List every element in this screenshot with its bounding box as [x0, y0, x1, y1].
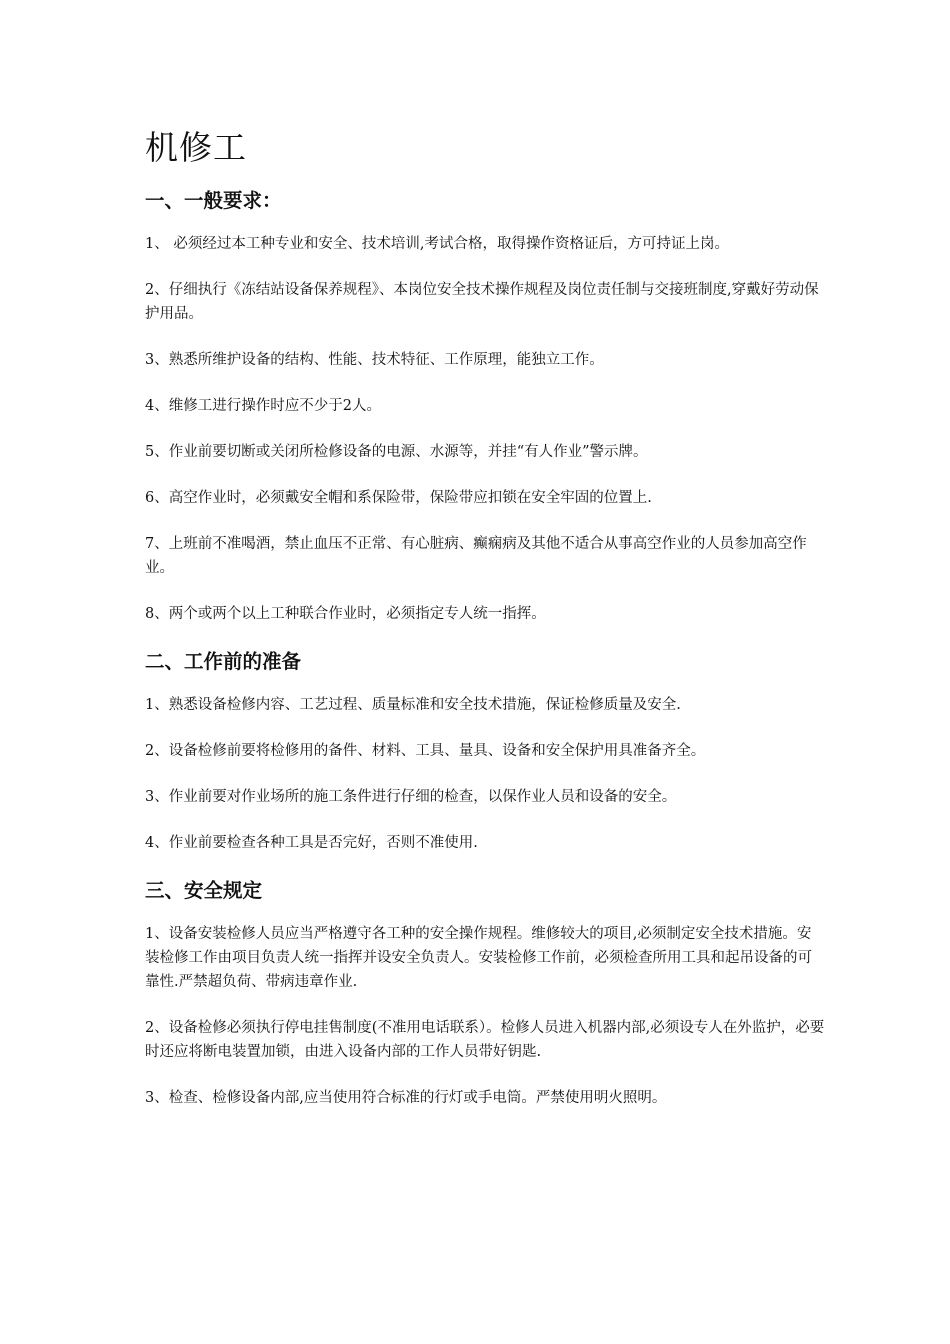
paragraph: 3、熟悉所维护设备的结构、性能、技术特征、工作原理，能独立工作。 — [145, 352, 604, 368]
paragraph: 1、 必须经过本工种专业和安全、技术培训,考试合格，取得操作资格证后，方可持证上岗。 — [145, 236, 729, 252]
document-title: 机修工 — [145, 128, 247, 167]
section-safety-rules — [145, 877, 825, 1110]
section-general-requirements — [145, 187, 825, 626]
section-heading: 二、工作前的准备 — [145, 650, 302, 673]
paragraph: 1、熟悉设备检修内容、工艺过程、质量标准和安全技术措施，保证检修质量及安全. — [145, 697, 681, 713]
paragraph: 6、高空作业时，必须戴安全帽和系保险带，保险带应扣锁在安全牢固的位置上. — [145, 490, 652, 506]
section-preparation — [145, 648, 825, 855]
paragraph: 4、作业前要检查各种工具是否完好，否则不准使用. — [145, 835, 478, 851]
paragraph: 4、维修工进行操作时应不少于2人。 — [145, 398, 381, 414]
paragraph: 3、作业前要对作业场所的施工条件进行仔细的检查，以保作业人员和设备的安全。 — [145, 789, 677, 805]
section-heading: 一、一般要求： — [145, 189, 282, 212]
paragraph: 7、上班前不准喝酒，禁止血压不正常、有心脏病、癫痫病及其他不适合从事高空作业的人员参加高空作业。 — [145, 536, 807, 576]
paragraph: 1、设备安装检修人员应当严格遵守各工种的安全操作规程。维修较大的项目,必须制定安全技术措施。安装检修工作由项目负责人统一指挥并设安全负责人。安装检修工作前，必须检查所用工具和起吊设备的可靠性.严禁超负荷、带病违章作业. — [145, 926, 812, 990]
paragraph: 8、两个或两个以上工种联合作业时，必须指定专人统一指挥。 — [145, 606, 546, 622]
paragraph: 3、检查、检修设备内部,应当使用符合标准的行灯或手电筒。严禁使用明火照明。 — [145, 1090, 667, 1106]
paragraph: 2、仔细执行《冻结站设备保养规程》、本岗位安全技术操作规程及岗位责任制与交接班制度,穿戴好劳动保护用品。 — [145, 282, 819, 322]
paragraph: 2、设备检修必须执行停电挂售制度(不准用电话联系）。检修人员进入机器内部,必须设专人在外监护，必要时还应将断电装置加锁，由进入设备内部的工作人员带好钥匙. — [145, 1020, 825, 1060]
section-heading: 三、安全规定 — [145, 879, 263, 902]
paragraph: 5、作业前要切断或关闭所检修设备的电源、水源等，并挂“有人作业”警示牌。 — [145, 444, 648, 460]
document-page — [145, 128, 825, 1132]
paragraph: 2、设备检修前要将检修用的备件、材料、工具、量具、设备和安全保护用具准备齐全。 — [145, 743, 706, 759]
